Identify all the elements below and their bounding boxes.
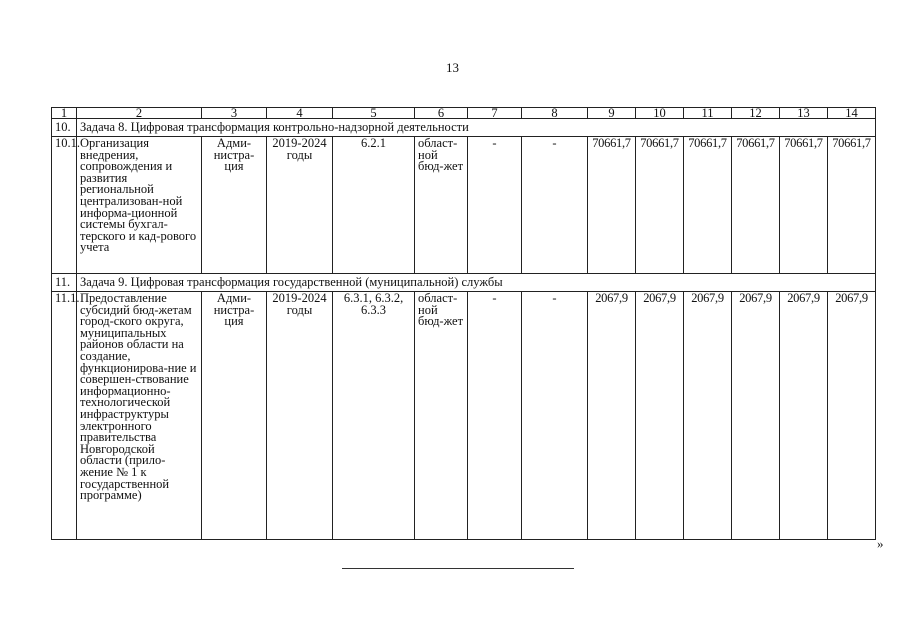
activity-name: Организация внедрения, сопровождения и развития региональной централизован-ной информа-ционной системы бухгал-терского и кад-рового учета [77, 137, 202, 274]
section-title: Задача 8. Цифровая трансформация контрольно-надзорной деятельности [77, 119, 876, 137]
column-header: 1 [52, 108, 77, 119]
amount-2022: 70661,7 [732, 137, 780, 274]
footer-divider [342, 568, 574, 569]
amount-2021: 2067,9 [684, 292, 732, 540]
column-8-value: - [522, 292, 588, 540]
page-number: 13 [446, 60, 459, 75]
period: 2019-2024 годы [267, 292, 333, 540]
amount-2024: 2067,9 [828, 292, 876, 540]
column-header: 14 [828, 108, 876, 119]
amount-2021: 70661,7 [684, 137, 732, 274]
column-number-row [52, 108, 876, 119]
amount-2022: 2067,9 [732, 292, 780, 540]
column-header: 4 [267, 108, 333, 119]
program-activities-table [51, 107, 876, 540]
amount-2023: 2067,9 [780, 292, 828, 540]
target-indicator: 6.2.1 [333, 137, 415, 274]
row-number: 10.1. [52, 137, 77, 274]
amount-2019: 70661,7 [588, 137, 636, 274]
amount-2024: 70661,7 [828, 137, 876, 274]
closing-quote: » [877, 536, 884, 551]
section-title: Задача 9. Цифровая трансформация государственной (муниципальной) службы [77, 274, 876, 292]
period: 2019-2024 годы [267, 137, 333, 274]
funding-source: област-ной бюд-жет [415, 137, 468, 274]
column-header: 10 [636, 108, 684, 119]
column-header: 13 [780, 108, 828, 119]
section-code: 10. [52, 119, 77, 137]
amount-2019: 2067,9 [588, 292, 636, 540]
column-8-value: - [522, 137, 588, 274]
column-header: 12 [732, 108, 780, 119]
section-row-task-9 [52, 274, 876, 292]
column-header: 11 [684, 108, 732, 119]
funding-source: област-ной бюд-жет [415, 292, 468, 540]
column-header: 5 [333, 108, 415, 119]
amount-2020: 70661,7 [636, 137, 684, 274]
row-number: 11.1. [52, 292, 77, 540]
column-header: 9 [588, 108, 636, 119]
executor: Адми-нистра-ция [202, 292, 267, 540]
section-code: 11. [52, 274, 77, 292]
section-row-task-8 [52, 119, 876, 137]
executor: Адми-нистра-ция [202, 137, 267, 274]
target-indicator: 6.3.1, 6.3.2, 6.3.3 [333, 292, 415, 540]
amount-2020: 2067,9 [636, 292, 684, 540]
column-header: 6 [415, 108, 468, 119]
amount-2023: 70661,7 [780, 137, 828, 274]
table-row [52, 137, 876, 274]
table-row [52, 292, 876, 540]
column-7-value: - [468, 137, 522, 274]
column-header: 7 [468, 108, 522, 119]
column-7-value: - [468, 292, 522, 540]
column-header: 2 [77, 108, 202, 119]
column-header: 8 [522, 108, 588, 119]
column-header: 3 [202, 108, 267, 119]
activity-name: Предоставление субсидий бюд-жетам город-ского округа, муниципальных районов области на создание, функционирова-ние и совершен-ствование информационно-технологической инфраструктуры электронного правительства Новгородской области (прило-жение № 1 к государственной программе) [77, 292, 202, 540]
